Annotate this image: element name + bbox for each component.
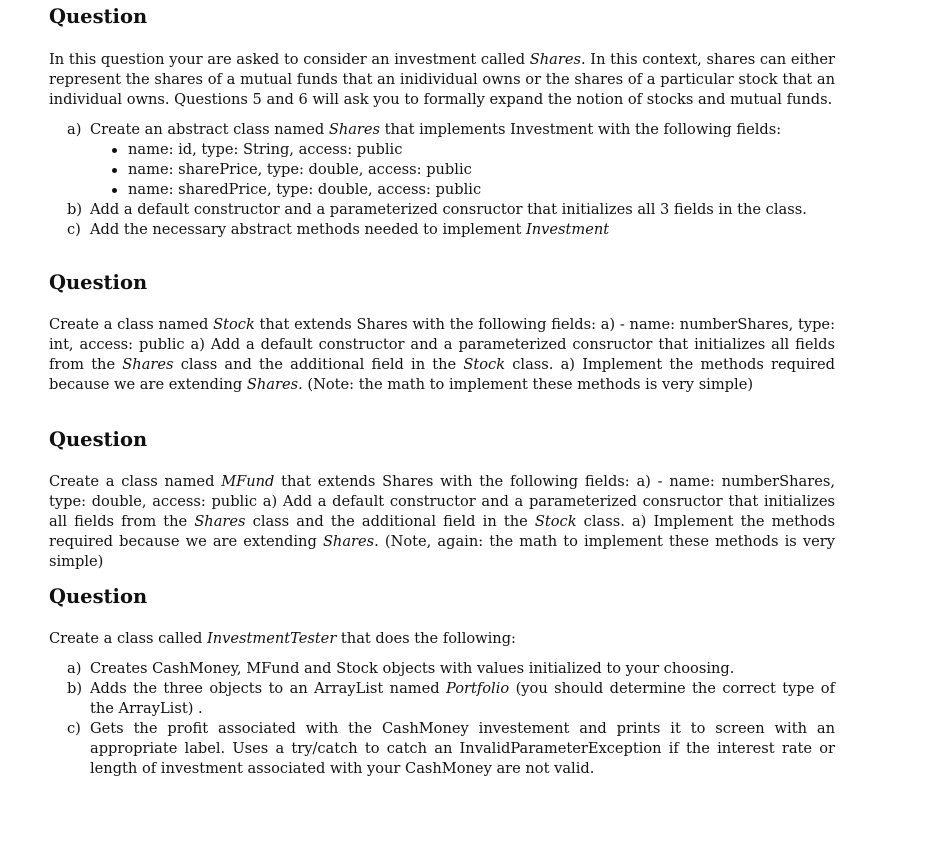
part-label: c) xyxy=(67,720,81,737)
question-1-part-b: b) Add a default constructor and a parameterized consructor that initializes all 3 fields in the class. xyxy=(67,201,807,218)
question-2-body: Create a class named Stock that extends Shares with the following fields: a) - name: numberShares, type: int, access: public a) Add a default constructor and a parameterized consructor that initializes all fields from the Shares class and the additional field in the Stock class. a) Implement the methods required because we are extending Shares. (Note: the math to implement these methods is very simple) xyxy=(49,316,835,393)
question-4 xyxy=(49,585,835,779)
question-4-part-b: b) Adds the three objects to an ArrayList named Portfolio (you should determine the correct type of the ArrayList) . xyxy=(67,680,835,717)
question-4-part-a: a) Creates CashMoney, MFund and Stock objects with values initialized to your choosing. xyxy=(67,660,735,677)
field-item: name: sharePrice, type: double, access: public xyxy=(49,160,835,180)
question-4-parts xyxy=(49,659,835,779)
question-4-heading: Question xyxy=(49,585,148,608)
question-3-heading: Question xyxy=(49,428,148,451)
question-4-part-c: c) Gets the profit associated with the CashMoney investement and prints it to screen with an appropriate label. Uses a try/catch to catch an InvalidParameterException if the interest rate or length of investment associated with your CashMoney are not valid. xyxy=(67,720,835,777)
bullet-icon xyxy=(112,188,117,193)
bullet-icon xyxy=(112,168,117,173)
field-list-wrapper xyxy=(49,140,835,200)
field-item: name: id, type: String, access: public xyxy=(49,140,835,160)
field-item: name: sharedPrice, type: double, access: public xyxy=(49,180,835,200)
part-label: a) xyxy=(67,660,82,677)
question-2 xyxy=(49,271,835,395)
part-label: b) xyxy=(67,680,83,697)
part-label: a) xyxy=(67,121,82,138)
part-label: c) xyxy=(67,221,81,238)
bullet-icon xyxy=(112,148,117,153)
question-1-heading: Question xyxy=(49,5,148,28)
question-3-body: Create a class named MFund that extends Shares with the following fields: a) - name: numberShares, type: double, access: public a) Add a default constructor and a parameterized consructor that initializes all fields from the Shares class and the additional field in the Stock class. a) Implement the methods required because we are extending Shares. (Note, again: the math to implement these methods is very simple) xyxy=(49,473,836,570)
question-4-intro: Create a class called InvestmentTester that does the following: xyxy=(49,630,516,647)
question-3 xyxy=(49,428,835,572)
question-1-parts xyxy=(49,120,835,240)
part-label: b) xyxy=(67,201,83,218)
question-1-part-a: a) Create an abstract class named Shares that implements Investment with the following fields: xyxy=(67,121,782,138)
question-1-intro: In this question your are asked to consider an investment called Shares. In this context, shares can either represent the shares of a mutual funds that an inidividual owns or the shares of a particular stock that an individual owns. Questions 5 and 6 will ask you to formally expand the notion of stocks and mutual funds. xyxy=(49,51,835,108)
question-1 xyxy=(49,5,835,240)
field-list xyxy=(49,140,835,200)
question-1-part-c: c) Add the necessary abstract methods needed to implement Investment xyxy=(67,221,610,238)
question-2-heading: Question xyxy=(49,271,148,294)
